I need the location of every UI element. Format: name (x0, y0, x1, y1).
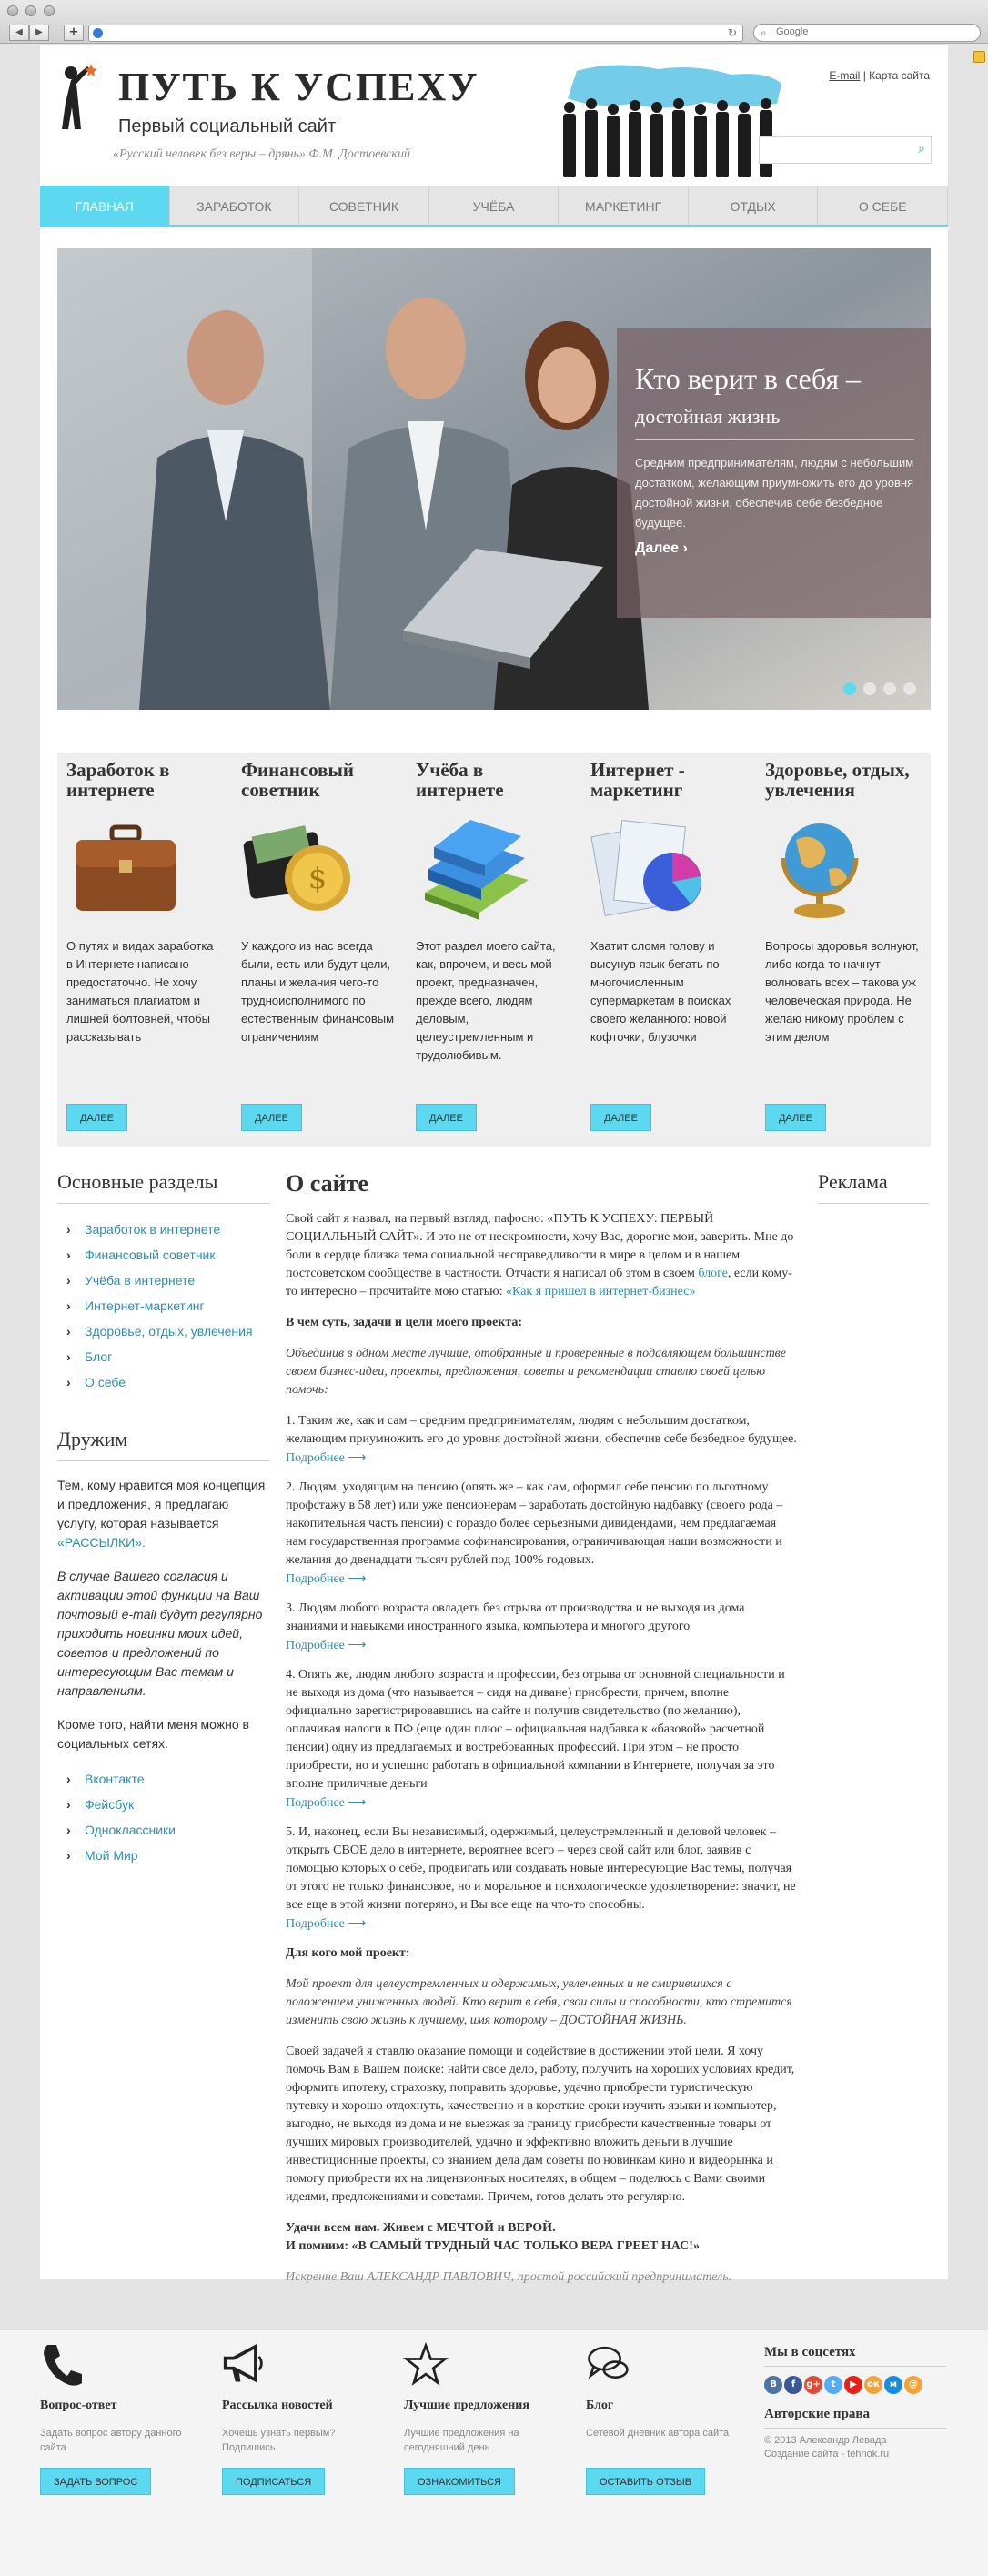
sidebar-item-earnings[interactable]: › Заработок в интернете (57, 1217, 270, 1242)
chat-icon (586, 2341, 630, 2389)
slider-dot[interactable] (843, 682, 856, 695)
forward-button[interactable]: ▶ (29, 25, 49, 41)
globe-icon (93, 28, 103, 38)
hero-slider[interactable] (57, 248, 931, 710)
main-nav (40, 186, 948, 227)
browser-search-input[interactable] (776, 26, 967, 37)
email-link[interactable]: E-mail (829, 69, 861, 82)
sitemap-link[interactable]: Карта сайта (869, 69, 930, 82)
phone-icon (40, 2341, 84, 2389)
footer-col-text: Лучшие предложения на сегодняшний день (404, 2428, 519, 2453)
slide-heading: Кто верит в себя – (635, 362, 862, 395)
feature-text: У каждого из нас всегда были, есть или будут цели, планы и желания чего-то трудноисполнимого по естественным финансовым ограничениям (241, 939, 395, 1044)
megaphone-icon (222, 2341, 266, 2389)
chart-docs-icon (590, 813, 709, 922)
more-link[interactable]: Подробнее ⟶ (286, 1796, 367, 1810)
feature-title[interactable]: Здоровье, отдых, увлечения (765, 759, 910, 801)
feature-more-button[interactable]: ДАЛЕЕ (765, 1104, 826, 1131)
newsletter-link[interactable]: «РАССЫЛКИ». (57, 1535, 146, 1550)
social-icons (764, 2376, 946, 2394)
footer-col-offers (404, 2341, 559, 2495)
footer-col-text: Сетевой дневник автора сайта (586, 2428, 730, 2439)
email-icon[interactable]: @ (904, 2376, 922, 2394)
sidebar-item-health[interactable]: › Здоровье, отдых, увлечения (57, 1318, 270, 1344)
point-3: 3. Людям любого возраста овладеть без отрыва от производства и не выходя из дома знаниями и навыками иностранного языка, компьютера и многого другого (286, 1601, 745, 1633)
books-icon (416, 813, 534, 922)
page-title: О сайте (286, 1170, 368, 1197)
feature-more-button[interactable]: ДАЛЕЕ (590, 1104, 651, 1131)
signature: Искренне Ваш АЛЕКСАНДР ПАВЛОВИЧ, простой российский предприниматель. (286, 2270, 732, 2284)
feature-title[interactable]: Интернет - маркетинг (590, 759, 685, 801)
new-tab-button[interactable]: + (64, 25, 84, 41)
footer-col-title: Рассылка новостей (222, 2399, 333, 2412)
feature-box (756, 753, 931, 1147)
address-bar[interactable] (88, 25, 743, 42)
googleplus-icon[interactable]: g+ (804, 2376, 822, 2394)
feature-box (232, 753, 407, 1147)
feature-text: Хватит сломя голову и высунув язык бегать по многочисленным супермаркетам в поисках своего желанного: новой кофточки, блузочки (590, 939, 731, 1044)
youtube-icon[interactable]: ▶ (844, 2376, 862, 2394)
business-people-map-icon (559, 62, 786, 180)
feature-box (57, 753, 232, 1147)
odnoklassniki-icon[interactable]: ок (864, 2376, 882, 2394)
friends-social-text: Кроме того, найти меня можно в социальных сетях. (57, 1717, 249, 1751)
feature-more-button[interactable]: ДАЛЕЕ (66, 1104, 127, 1131)
browser-chrome (0, 0, 988, 44)
nav-item-earnings[interactable]: ЗАРАБОТОК (170, 186, 300, 225)
feature-boxes (57, 753, 931, 1147)
copyright-line: © 2013 Александр Левада (764, 2435, 887, 2446)
feature-box (407, 753, 581, 1147)
close-window-button[interactable] (7, 5, 18, 16)
reload-icon[interactable]: ↻ (727, 26, 737, 39)
closing-line-2: И помним: «В САМЫЙ ТРУДНЫЙ ЧАС ТОЛЬКО ВЕРА ГРЕЕТ НАС!» (286, 2239, 700, 2253)
site-search-field[interactable] (759, 136, 932, 164)
header-links (829, 69, 930, 82)
social-link-facebook[interactable]: › Фейсбук (57, 1792, 270, 1817)
footer (0, 2329, 988, 2576)
sidebar-item-blog[interactable]: › Блог (57, 1344, 270, 1369)
slider-dots (843, 682, 916, 695)
feature-title[interactable]: Финансовый советник (241, 759, 354, 801)
link-separator: | (862, 69, 870, 82)
twitter-icon[interactable]: t (824, 2376, 842, 2394)
point-4: 4. Опять же, людям любого возраста и профессии, без отрыва от основной специальности и не выходя из дома (что называется – сидя на диване) приобрести, причем, вполне официально зарегистрировавшись на сайте и получив свидетельство (по желанию), оплачивая налоги в ПФ (еще один плюс – официальная надбавка к «базовой» расчетной пенсии) одну из предлагаемых и востребованных профессий. При этом – не просто приобрести, но и успешно работать в официальной компании в Интернете, получая за это вполне приличные деньги (286, 1668, 785, 1791)
footer-col-text: Хочешь узнать первым? Подпишись (222, 2428, 336, 2453)
for-whom-heading: Для кого мой проект: (286, 1946, 410, 1960)
vk-icon[interactable]: В (764, 2376, 782, 2394)
sidebar-item-study[interactable]: › Учёба в интернете (57, 1268, 270, 1293)
slide-text: Средним предпринимателям, людям с небольшим достатком, желающим приумножить его до уровня достойной жизни, обеспечив себе безбедное будущее. (635, 456, 914, 530)
browser-search-field[interactable] (753, 24, 981, 42)
footer-col-blog (586, 2341, 741, 2495)
feature-text: О путях и видах заработка в Интернете написано предостаточно. Не хочу заниматься плагиатом и лишней болтовней, чтобы рассказывать (66, 939, 214, 1044)
social-links-list (57, 1766, 270, 1868)
slider-dot[interactable] (863, 682, 876, 695)
star-icon (404, 2341, 448, 2389)
briefcase-icon (66, 813, 185, 922)
sidebar-item-advisor[interactable]: › Финансовый советник (57, 1242, 270, 1268)
view-offers-button[interactable]: ОЗНАКОМИТЬСЯ (404, 2468, 515, 2495)
feature-more-button[interactable]: ДАЛЕЕ (416, 1104, 477, 1131)
logo-figure-icon (58, 62, 98, 131)
facebook-icon[interactable]: f (784, 2376, 802, 2394)
feature-title[interactable]: Заработок в интернете (66, 759, 170, 801)
left-sidebar (57, 1170, 270, 1868)
more-link[interactable]: Подробнее ⟶ (286, 1639, 367, 1652)
essence-heading: В чем суть, задачи и цели моего проекта: (286, 1316, 523, 1329)
feature-more-button[interactable]: ДАЛЕЕ (241, 1104, 302, 1131)
footer-col-newsletter (222, 2341, 377, 2495)
right-sidebar (818, 1170, 929, 1204)
footer-col-title: Лучшие предложения (404, 2399, 529, 2412)
point-1: 1. Таким же, как и сам – средним предпринимателям, людям с небольшим достатком, желающим приумножить его до уровня достойной жизни, обеспечив себе безбедное будущее. (286, 1414, 797, 1446)
article-link[interactable]: «Как я пришел в интернет-бизнес» (506, 1285, 696, 1298)
site-quote: «Русский человек без веры – дрянь» Ф.М. Достоевский (113, 147, 410, 161)
intro-text-mid: , если кому-то интересно – прочитайте мою статью: (286, 1267, 792, 1298)
feature-text: Этот раздел моего сайта, как, впрочем, и весь мой проект, предназначен, прежде всего, людям деловым, целеустремленным и трудолюбивым. (416, 939, 556, 1062)
search-icon: ⌕ (761, 26, 767, 39)
nav-item-leisure[interactable]: ОТДЫХ (689, 186, 819, 225)
social-link-moimir[interactable]: › Мой Мир (57, 1843, 270, 1868)
for-whom-text: Мой проект для целеустремленных и одержимых, увлеченных и не смирившихся с положением униженных людей. Кто верит в себя, свои силы и способности, кто стремится изменить свою жизнь к лучшему, имя которому – ДОСТОЙНАЯ ЖИЗНЬ. (286, 1977, 792, 2027)
main-content (286, 1170, 797, 2287)
site-title[interactable]: ПУТЬ К УСПЕХУ (118, 65, 479, 109)
blog-link[interactable]: блоге (698, 1267, 728, 1280)
more-link[interactable]: Подробнее ⟶ (286, 1451, 367, 1465)
friends-text (57, 1476, 270, 1552)
history-buttons (9, 25, 49, 41)
point-2: 2. Людям, уходящим на пенсию (опять же – как сам, оформил себе пенсию по льготному профстажу в 58 лет) или уже пенсионерам – заработать достойную надбавку (своего рода – накопительная часть пенсии) с гораздо более серьезными дивидендами, чем предлагаемая нам государственная программа софинансирования, ограничивающая наши возможности и желания до двенадцати тысяч рублей под 100% годовых. (286, 1480, 783, 1567)
social-link-odnoklassniki[interactable]: › Одноклассники (57, 1817, 270, 1843)
sidebar-item-about[interactable]: › О себе (57, 1369, 270, 1395)
social-heading: Мы в соцсетях (764, 2345, 946, 2367)
copyright-text (764, 2434, 946, 2461)
nav-item-study[interactable]: УЧЁБА (429, 186, 560, 225)
intro-paragraph (286, 1210, 797, 1301)
subscribe-button[interactable]: ПОДПИСАТЬСЯ (222, 2468, 325, 2495)
point-5: 5. И, наконец, если Вы независимый, одержимый, целеустремленный и деловой человек – открыть СВОЕ дело в интернете, вероятнее всего – через свой сайт или блог, заявив с помощью которых о себе, продвигать или создавать новые интересующие Вас темы, получая от этого не только финансовое, но и моральное и психологическое удовлетворение: значит, не все еще в этой жизни потеряно, и Вы все еще на что-то способны. (286, 1825, 796, 1912)
feature-box (581, 753, 756, 1147)
nav-item-home[interactable]: ГЛАВНАЯ (40, 186, 170, 225)
footer-col-text: Задать вопрос автору данного сайта (40, 2428, 182, 2453)
intro-text: Свой сайт я назвал, на первый взгляд, пафосно: «ПУТЬ К УСПЕХУ: ПЕРВЫЙ СОЦИАЛЬНЫЙ САЙТ». И это не от нескромности, хочу Вас, дорогие мои, заверить. Мне до боли в сердце близка тема социальной несправедливости в мире в целом и в нашем постсоветском сообществе в частности. Отчасти я написал об этом в своем (286, 1212, 794, 1280)
task-text: Своей задачей я ставлю оказание помощи и содействие в достижении этой цели. Я хочу помочь Вам в Вашем поиске: найти свое дело, работу, получить на хороших условиях кредит, оформить ипотеку, страховку, поправить здоровье, удачно приобрести туристическую путевку и хорошо отдохнуть, качественно и в короткие сроки изучить языки и компьютер, выгодно, не выходя из дома и не выезжая за границу приобрести качественные товары от лучших мировых производителей, удачно и эффективно вложить деньги в лучшие инвестиционные проекты, со знанием дела дам советы по новинкам кино и видеорынка и помогу приобрести их на лицензионных носителях, в общем – поделюсь с Вами своими идеями, предложениями и советами. Причем, готов делать это регулярно. (286, 2045, 795, 2204)
friends-subscription-text: В случае Вашего согласия и активации этой функции на Ваш почтовый e-mail будут регулярно приходить новинки моих идей, советов и предложений по интересующим Вас темам и направлениям. (57, 1569, 263, 1698)
mailru-icon[interactable]: м (884, 2376, 902, 2394)
back-button[interactable]: ◀ (9, 25, 29, 41)
essence-text: Объединив в одном месте лучшие, отобранные и проверенные в подавляющем большинстве своем бизнес-идеи, проекты, предложения, советы и рекомендации ставлю своей целью помочь: (286, 1347, 786, 1397)
window-controls (7, 5, 55, 16)
footer-col-title: Вопрос-ответ (40, 2399, 117, 2412)
nav-item-about[interactable]: О СЕБЕ (818, 186, 948, 225)
leave-review-button[interactable]: ОСТАВИТЬ ОТЗЫВ (586, 2468, 705, 2495)
slide-caption (617, 328, 931, 618)
ask-question-button[interactable]: ЗАДАТЬ ВОПРОС (40, 2468, 151, 2495)
closing-text (286, 2219, 797, 2256)
copyright-heading: Авторские права (764, 2407, 946, 2429)
wallet-coin-icon (241, 813, 359, 922)
footer-social (764, 2345, 946, 2461)
friends-text-body: Тем, кому нравится моя концепция и предложения, я предлагаю услугу, которая называется (57, 1478, 266, 1530)
slider-dot[interactable] (883, 682, 896, 695)
nav-item-advisor[interactable]: СОВЕТНИК (299, 186, 429, 225)
more-link[interactable]: Подробнее ⟶ (286, 1917, 367, 1931)
ads-heading: Реклама (818, 1170, 929, 1204)
friends-heading: Дружим (57, 1428, 270, 1461)
zoom-window-button[interactable] (44, 5, 55, 16)
closing-line-1: Удачи всем нам. Живем с МЕЧТОЙ и ВЕРОЙ. (286, 2221, 556, 2235)
nav-item-marketing[interactable]: МАРКЕТИНГ (559, 186, 689, 225)
slider-dot[interactable] (903, 682, 916, 695)
footer-col-faq (40, 2341, 195, 2495)
search-icon[interactable]: ⌕ (918, 142, 925, 157)
site-subtitle: Первый социальный сайт (118, 116, 337, 136)
minimize-window-button[interactable] (25, 5, 36, 16)
notification-icon[interactable] (973, 51, 985, 63)
feature-title[interactable]: Учёба в интернете (416, 759, 504, 801)
more-link[interactable]: Подробнее ⟶ (286, 1572, 367, 1586)
feature-text: Вопросы здоровья волнуют, либо когда-то начнут волновать всех – такова уж человеческая природа. Не желаю никому проблем с этим делом (765, 939, 919, 1044)
footer-col-title: Блог (586, 2399, 614, 2412)
slide-more-link[interactable]: Далее › (635, 540, 688, 556)
slide-subheading: достойная жизнь (635, 405, 914, 440)
sections-list (57, 1217, 270, 1395)
site-credit-line[interactable]: Создание сайта - tehnok.ru (764, 2449, 890, 2460)
social-link-vk[interactable]: › Вконтакте (57, 1766, 270, 1792)
sections-heading: Основные разделы (57, 1170, 270, 1204)
sidebar-item-marketing[interactable]: › Интернет-маркетинг (57, 1293, 270, 1318)
globe-icon (765, 813, 883, 922)
page (40, 45, 948, 2284)
svg-text:$: $ (307, 861, 328, 895)
